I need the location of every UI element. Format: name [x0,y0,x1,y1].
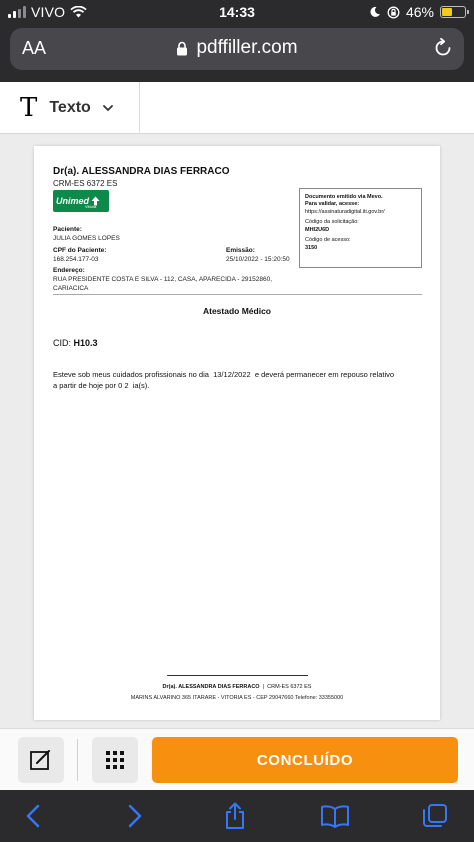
logo-sub: Vitória [85,204,97,209]
address-bar[interactable] [10,28,464,70]
address-value: RUA PRESIDENTE COSTA E SILVA - 112, CASA, APARECIDA - 29152860, CARIACICA [53,276,273,292]
cpf-value: 168.254.177-03 [53,256,99,263]
signature-separator: | [262,684,265,690]
body-part4: ia(s). [132,380,150,390]
logo-brand: Unimed [56,196,90,206]
safari-toolbar [0,790,474,842]
edit-bar-divider [77,739,78,781]
signature-line [167,675,308,676]
lock-icon [176,41,188,56]
certificate-body [53,370,427,392]
text-size-button[interactable]: AA [22,38,47,58]
chevron-left-icon [26,804,40,828]
doctor-name: Dr(a). ALESSANDRA DIAS FERRACO [53,166,230,177]
tool-selector[interactable] [0,82,140,134]
edit-button[interactable] [18,737,64,783]
book-icon [320,804,350,828]
tool-label: Texto [49,99,91,116]
unimed-logo [53,190,109,212]
access-code-label: Código de acesso: [305,237,351,244]
tools-grid-button[interactable] [92,737,138,783]
editor-toolbar [0,82,474,134]
signature-name: Dr(a). ALESSANDRA DIAS FERRACO [162,684,260,690]
document-title: Atestado Médico [202,306,271,316]
document-page[interactable] [34,146,440,720]
emission-label: Emissão: [226,247,255,254]
status-bar [0,0,474,24]
status-right [369,4,466,20]
body-days-field[interactable]: 0 2 [118,380,129,390]
edit-actions-bar [0,728,474,790]
address-label: Endereço: [53,267,85,274]
divider [53,294,422,295]
orientation-lock-icon [387,6,400,19]
share-button[interactable] [220,802,250,830]
cid-label: CID: [53,338,71,348]
browser-chrome [0,0,474,82]
signature-address: MARINS ALVARINO 365 ITARARE - VITORIA ES - CEP 29047660 Telefone: 33355000 [130,695,344,701]
reload-icon[interactable] [432,37,454,59]
access-code-value: 3150 [305,244,318,251]
request-code-value: MHI2U6D [305,226,330,233]
body-part2: e deverá permanecer em repouso relativo [254,370,395,379]
battery-percent: 46% [405,4,434,20]
cid-value: H10.3 [73,338,98,348]
url-display[interactable] [10,37,464,59]
tabs-button[interactable] [420,802,450,830]
chevron-right-icon [128,804,142,828]
status-time: 14:33 [219,4,255,20]
verification-box [299,188,422,268]
body-part1: Esteve sob meus cuidados profissionais no dia [53,370,209,379]
cpf-label: CPF do Paciente: [53,247,107,254]
patient-name: JULIA GOMES LOPES [53,235,120,242]
verify-url: https://assinaturadigital.iti.gov.br/ [305,208,385,215]
carrier-label: VIVO [31,4,66,20]
edit-square-icon [29,748,53,772]
verify-line2: Para validar, acesse: [305,201,360,208]
body-date-field[interactable]: 13/12/2022 [213,370,251,379]
battery-icon [440,6,466,18]
forward-button[interactable] [120,802,150,830]
doctor-crm: CRM-ES 6372 ES [53,179,118,188]
done-button[interactable]: CONCLUÍDO [152,737,458,783]
request-code-label: Código da solicitação: [305,219,359,226]
body-part3: a partir de hoje por [53,380,116,390]
emission-value: 25/10/2022 - 15:20:50 [226,256,290,263]
text-tool-icon: T [20,93,38,123]
grid-icon [106,751,124,769]
moon-icon [369,6,381,18]
verify-line1: Documento emitido via Mevo. [305,194,383,200]
patient-label: Paciente: [53,226,82,233]
tabs-icon [422,803,448,829]
cid-line [53,338,98,348]
bookmarks-button[interactable] [320,802,350,830]
share-icon [224,802,246,830]
chevron-down-icon [103,105,113,112]
battery-fill [442,8,452,16]
url-text: pdffiller.com [196,37,298,58]
back-button[interactable] [18,802,48,830]
signature-name-line [34,684,440,690]
signature-crm: CRM-ES 6372 ES [267,684,312,690]
